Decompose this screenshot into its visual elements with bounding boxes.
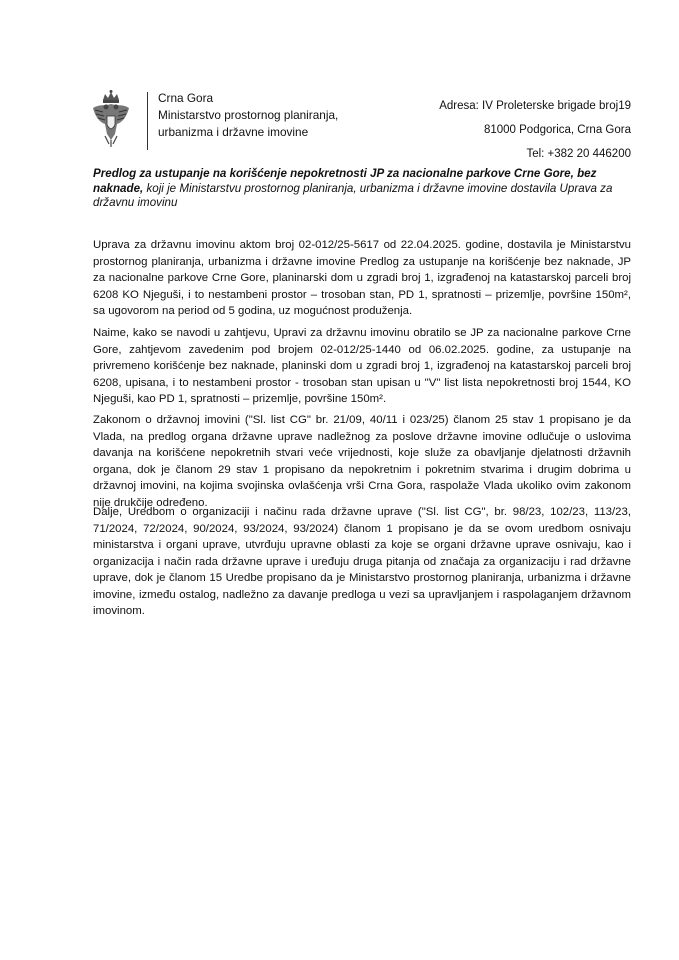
title-rest: koji je Ministarstvu prostornog planiranja, urbanizma i državne imovine dostavila Uprava za državnu imovinu [93, 181, 613, 209]
title-bold: Predlog za ustupanje na korišćenje nepokretnosti JP za nacionalne parkove Crne Gore, bez naknade, [93, 167, 597, 195]
ministry-name-line1: Ministarstvo prostornog planiranja, [158, 108, 339, 122]
address-block [439, 94, 631, 166]
address-city: 81000 Podgorica, Crna Gora [483, 124, 631, 136]
paragraph-3: Zakonom o državnoj imovini ("Sl. list CG" br. 21/09, 40/11 i 023/25) članom 25 stav 1 propisano je da Vlada, na predlog organa državne uprave nadležnog za poslove državne imovine odlučuje o uslovima davanja na korišćene nepokretnih stvari veće vrijednosti, koje služe za obavljanje djelatnosti državnih organa, dok je članom 29 stav 1 propisano da nepokretnim i pokretnim stvarima i drugim dobrima u državnoj imovini, na kojima svojinska ovlašćenja vrši Crna Gora, raspolaže Vlada ukoliko ovim zakonom nije drukčije određeno. [93, 414, 631, 509]
paragraph-4: Dalje, Uredbom o organizaciji i načinu rada državne uprave ("Sl. list CG", br. 98/23, 102/23, 113/23, 71/2024, 72/2024, 90/2024, 93/2024, 93/2024) članom 1 propisano je da se ovom uredbom osnivaju ministarstva i organi uprave, utvrđuju upravne oblasti za koje se organi državne uprave osnivaju, kao i organizacija i način rada državne uprave i uređuju druga pitanja od značaja za organizaciju i rad državne uprave, dok je članom 15 Uredbe propisano da je Ministarstvo prostornog planiranja, urbanizma i državne imovine, između ostalog, nadležno za davanje predloga u vezi sa upravljanjem i raspolaganjem državnom imovinom. [93, 506, 631, 617]
address-street: Adresa: IV Proleterske brigade broj19 [439, 100, 631, 112]
ministry-name-line2: urbanizma i državne imovine [158, 125, 309, 139]
coat-of-arms-icon [91, 90, 131, 148]
address-phone: Tel: +382 20 446200 [526, 148, 631, 160]
paragraph-2: Naime, kako se navodi u zahtjevu, Upravi za državnu imovinu obratilo se JP za nacionalne parkove Crne Gore, zahtjevom zavedenim pod brojem 02-012/25-1440 od 06.02.2025. godine, za ustupanje na privremeno korišćenje bez naknade, planinski dom u zgradi broj 1, izgrađenoj na katastarskoj parceli broj 6208, upisana, i to nestambeni prostor - trosoban stan upisan u "V" list lista nepokretnosti broj 1544, KO Njeguši, kao PD 1, spratnosti – prizemlje, površine 150m². [93, 327, 631, 405]
document-title [93, 167, 631, 211]
paragraph-1: Uprava za državnu imovinu aktom broj 02-012/25-5617 od 22.04.2025. godine, dostavila je Ministarstvu prostornog planiranja, urbanizma i državne imovine Predlog za ustupanje na korišćenje bez naknade, JP za nacionalne parkove Crne Gore, planinarski dom u zgradi broj 1, izgrađenoj na katastarskoj parceli broj 6208 KO Njeguši, i to nestambeni prostor – trosoban stan, PD 1, spratnosti – prizemlje, površine 150m², sa ugovorom na period od 5 godina, uz mogućnost produženja. [93, 239, 631, 317]
header-divider [147, 92, 148, 150]
country-name: Crna Gora [158, 91, 214, 105]
ministry-header [158, 90, 338, 141]
